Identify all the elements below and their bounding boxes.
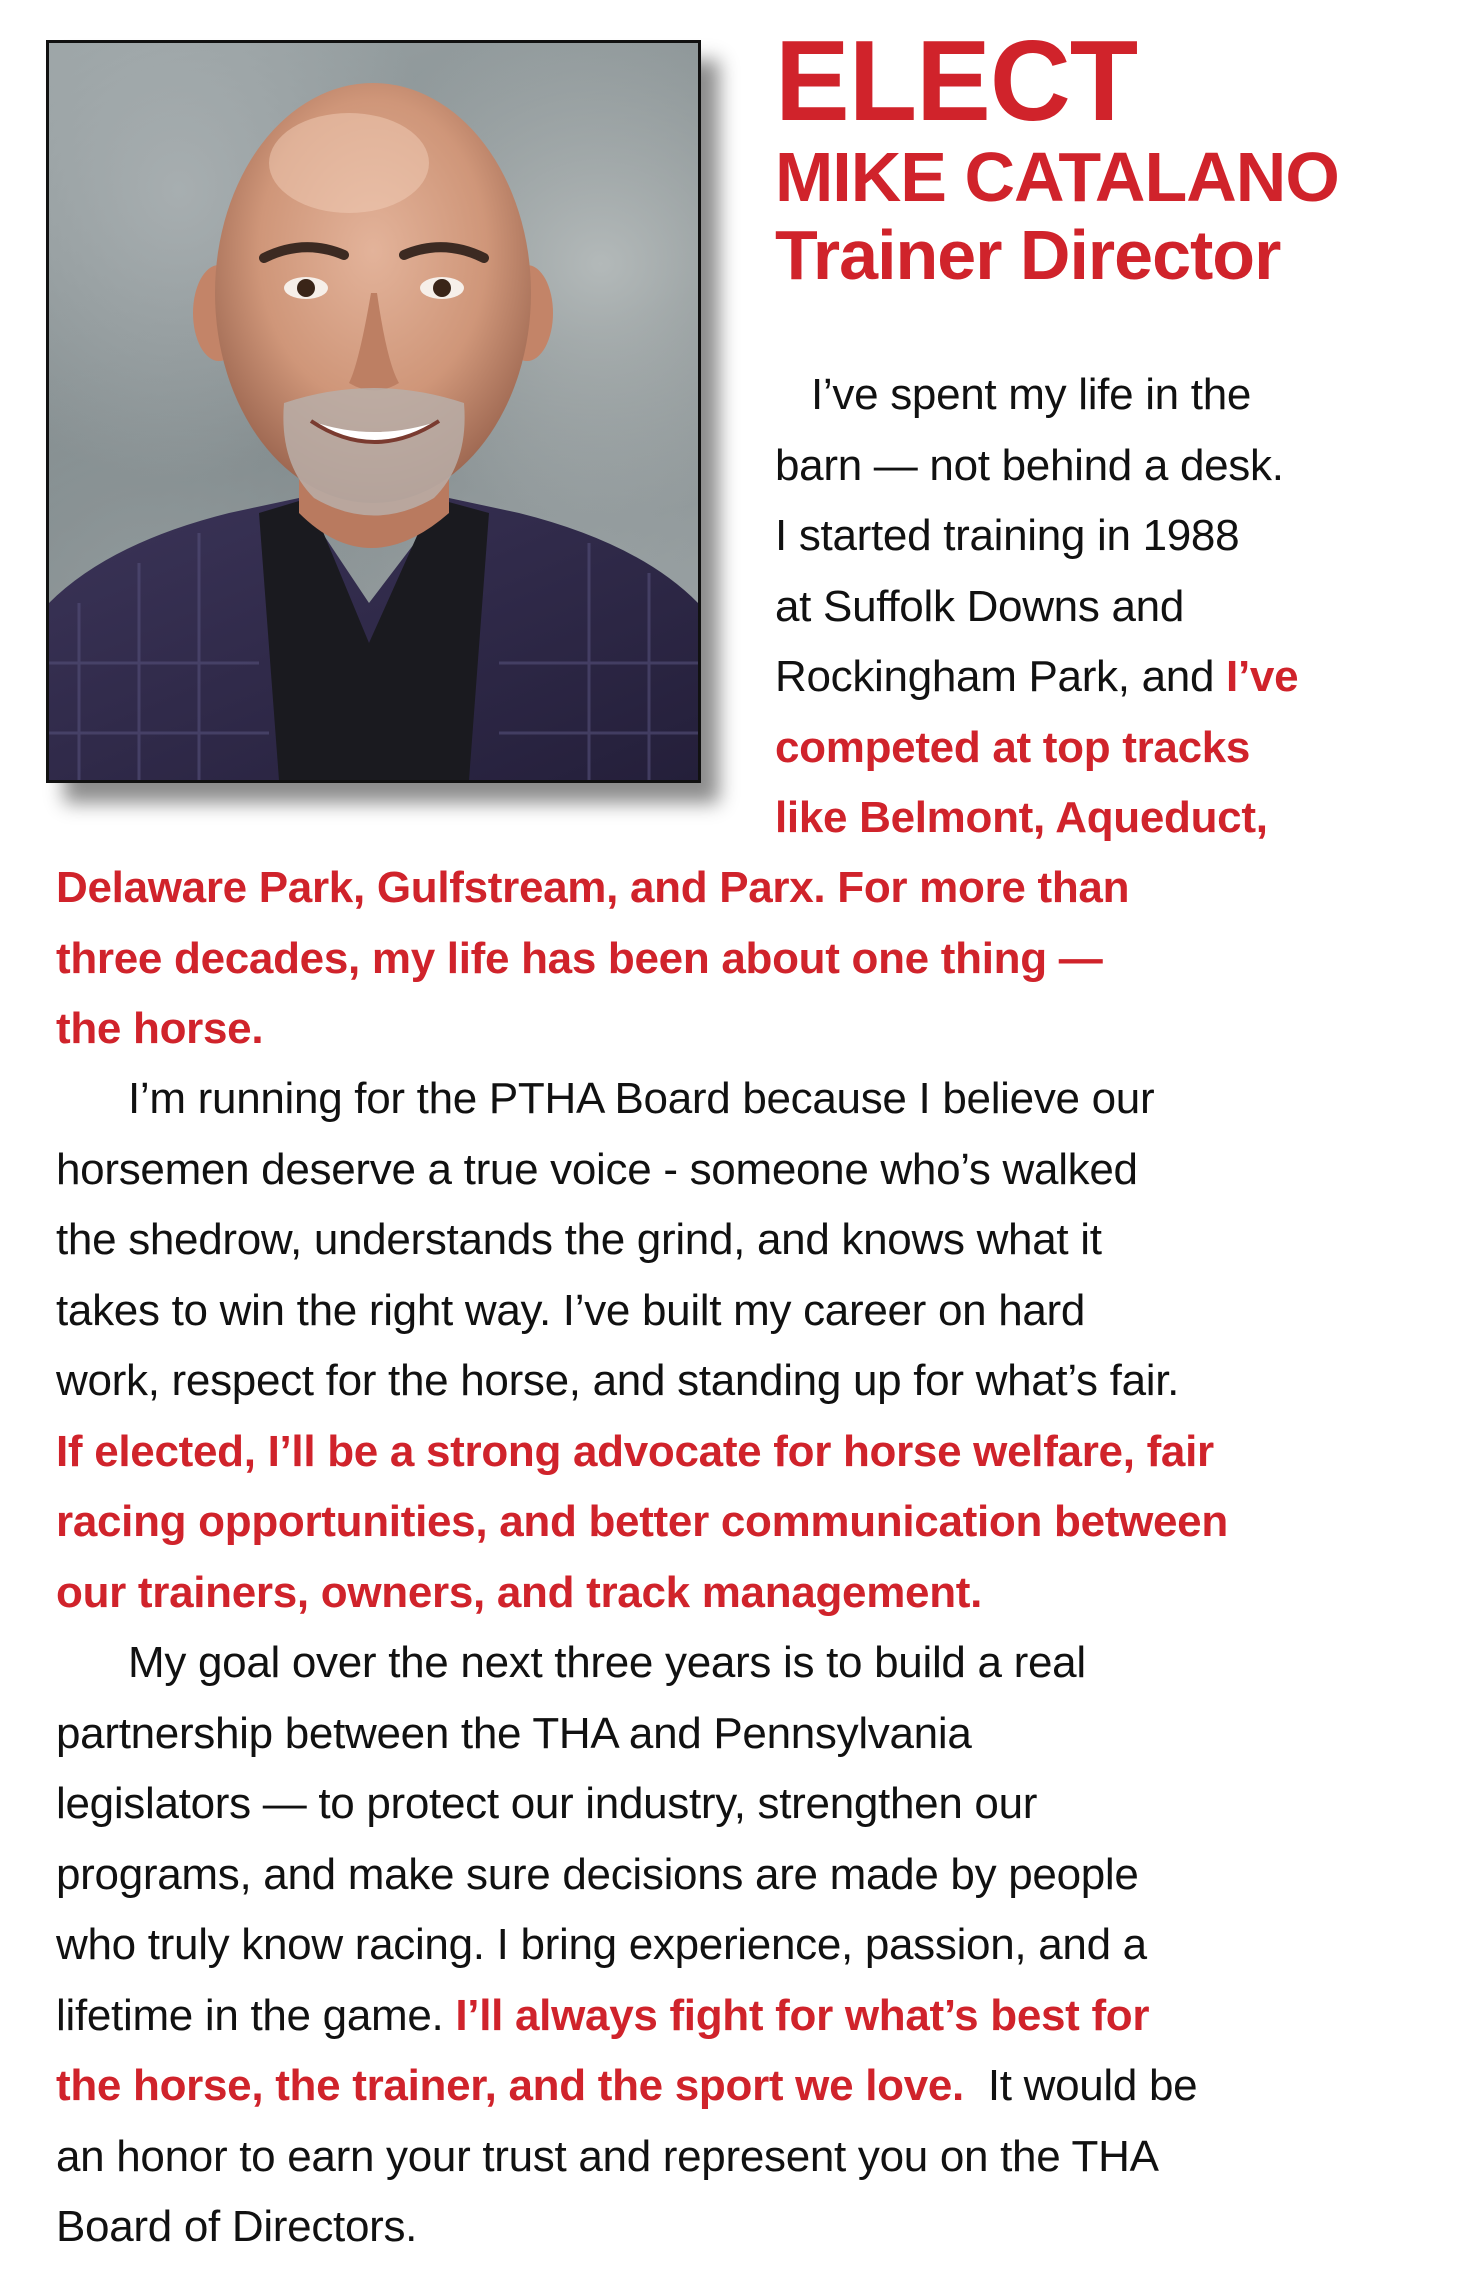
p3-line [56,1981,1426,2052]
p1-line [775,642,1435,713]
paragraph-3 [56,1628,1426,2263]
p3-line: partnership between the THA and Pennsylvania [56,1708,972,1758]
p2-line: I’m running for the PTHA Board because I believe our [128,1074,1155,1123]
p1-line: I started training in 1988 [775,511,1240,560]
p3-text: It would be [963,2061,1198,2110]
p2-highlight-line: If elected, I’ll be a strong advocate for horse welfare, fair [56,1426,1214,1476]
p1-line: I’ve spent my life in the [811,370,1252,419]
p2-highlight-line: racing opportunities, and better communication between [56,1497,1228,1546]
p1-highlight-line: Delaware Park, Gulfstream, and Parx. For more than [56,863,1130,912]
candidate-photo-frame [46,40,701,783]
p1-highlight: I’ve [1226,652,1299,701]
p3-line: My goal over the next three years is to build a real [128,1638,1086,1687]
p2-line: the shedrow, understands the grind, and knows what it [56,1215,1102,1264]
p1-line: barn — not behind a desk. [775,440,1284,490]
p1-highlight-line: the horse. [56,1004,264,1053]
p3-line: legislators — to protect our industry, strengthen our [56,1779,1038,1828]
p3-text: lifetime in the game. [56,1990,456,2040]
candidate-name: MIKE CATALANO [775,138,1339,216]
candidate-portrait [46,40,701,783]
portrait-illustration [49,43,698,780]
p2-line: work, respect for the horse, and standing up for what’s fair. [56,1356,1180,1405]
p1-line: at Suffolk Downs and [775,581,1184,631]
p2-highlight-line: our trainers, owners, and track management. [56,1567,983,1617]
paragraph-1-column [775,360,1435,854]
paragraph-2 [56,1064,1426,1628]
candidate-role: Trainer Director [775,216,1281,294]
p1-text: Rockingham Park, and [775,652,1227,701]
paragraph-1-continuation [56,853,1426,1065]
p3-highlight: the horse, the trainer, and the sport we love. [56,2061,964,2110]
p3-highlight: I’ll always fight for what’s best for [455,1990,1150,2040]
p1-highlight-line: competed at top tracks [775,722,1251,772]
headline-block [775,16,1435,294]
p2-line: horsemen deserve a true voice - someone who’s walked [56,1144,1138,1194]
headline-elect: ELECT [775,16,1138,145]
p3-line: who truly know racing. I bring experience, passion, and a [56,1920,1147,1969]
p2-line: takes to win the right way. I’ve built my career on hard [56,1285,1086,1335]
p3-line: an honor to earn your trust and represent you on the THA [56,2131,1159,2181]
p1-highlight-line: like Belmont, Aqueduct, [775,793,1268,842]
p3-line: Board of Directors. [56,2202,418,2251]
p1-highlight-line: three decades, my life has been about one thing — [56,933,1103,983]
p3-line: programs, and make sure decisions are made by people [56,1849,1139,1899]
p3-line [56,2051,1426,2122]
